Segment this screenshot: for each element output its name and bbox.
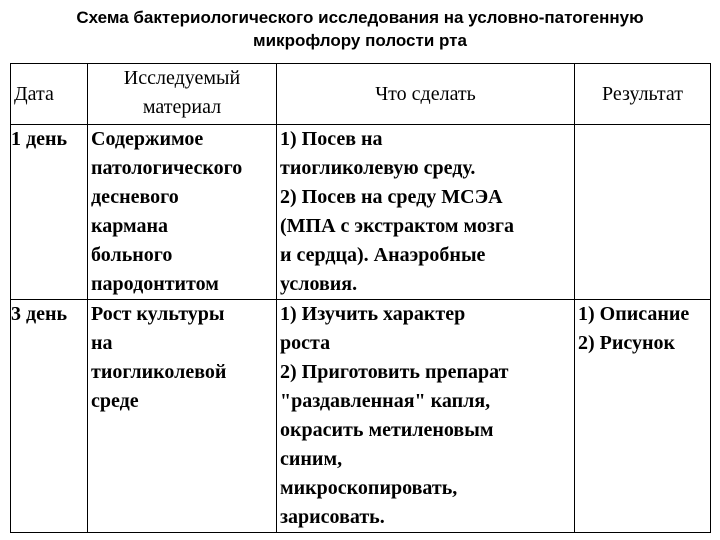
- cell-action-line: "раздавленная" капля,: [280, 390, 491, 412]
- cell-action: [277, 125, 575, 300]
- cell-result: [575, 300, 711, 533]
- cell-material-line: десневого: [91, 186, 179, 208]
- title-line-1: Схема бактериологического исследования на условно-патогенную: [76, 8, 644, 27]
- cell-action-line: зарисовать.: [280, 506, 385, 528]
- cell-action-line: синим,: [280, 448, 343, 470]
- scheme-table: [10, 63, 711, 533]
- header-date: Дата: [11, 64, 88, 125]
- cell-action-line: тиогликолевую среду.: [280, 157, 476, 179]
- cell-result-line: 1) Описание: [578, 303, 690, 325]
- cell-action-line: окрасить метиленовым: [280, 419, 494, 441]
- cell-action: [277, 300, 575, 533]
- cell-material-line: тиогликолевой: [91, 361, 227, 383]
- title-line-2: микрофлору полости рта: [253, 31, 467, 50]
- cell-material-line: пародонтитом: [91, 273, 219, 295]
- cell-date: 3 день: [11, 300, 88, 533]
- cell-action-line: 1) Изучить характер: [280, 303, 466, 325]
- header-action: Что сделать: [277, 64, 575, 125]
- cell-action-line: 1) Посев на: [280, 128, 383, 150]
- cell-material: [88, 125, 277, 300]
- header-material-line-1: Исследуемый: [123, 67, 241, 89]
- cell-material-line: Содержимое: [91, 128, 204, 150]
- header-material-line-2: материал: [142, 96, 222, 118]
- cell-result-line: 2) Рисунок: [578, 332, 676, 354]
- cell-date: 1 день: [11, 125, 88, 300]
- table-body: [11, 125, 711, 533]
- cell-action-line: условия.: [280, 273, 358, 295]
- cell-material-line: Рост культуры: [91, 303, 225, 325]
- cell-action-line: 2) Посев на среду МСЭА: [280, 186, 503, 208]
- cell-material-line: больного: [91, 244, 173, 266]
- header-result: Результат: [575, 64, 711, 125]
- table-row: [11, 300, 711, 533]
- cell-action-line: и сердца). Анаэробные: [280, 244, 486, 266]
- table-row: [11, 125, 711, 300]
- cell-action-line: микроскопировать,: [280, 477, 458, 499]
- cell-material: [88, 300, 277, 533]
- cell-action-line: (МПА с экстрактом мозга: [280, 215, 514, 237]
- cell-action-line: 2) Приготовить препарат: [280, 361, 509, 383]
- header-material: [88, 64, 277, 125]
- cell-material-line: на: [91, 332, 113, 354]
- cell-action-line: роста: [280, 332, 331, 354]
- page-title: [0, 6, 720, 52]
- table-header-row: [11, 64, 711, 125]
- cell-material-line: кармана: [91, 215, 169, 237]
- cell-material-line: патологического: [91, 157, 243, 179]
- cell-material-line: среде: [91, 390, 139, 412]
- cell-result: [575, 125, 711, 300]
